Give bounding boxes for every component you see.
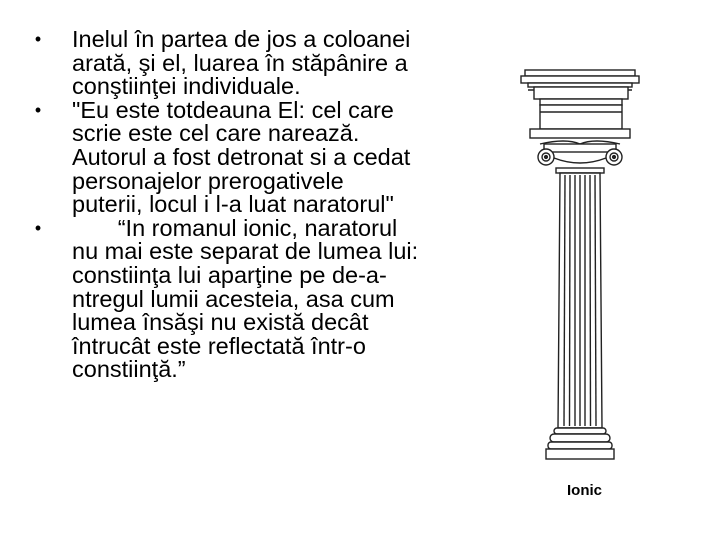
- bullet-marker: •: [34, 217, 42, 238]
- bullet-marker: •: [34, 99, 42, 120]
- bullet-item: [28, 214, 508, 383]
- bullet-item: [28, 96, 508, 218]
- figure-caption: Ionic: [567, 482, 603, 499]
- bullet-item: [28, 28, 508, 99]
- bullet-list: [28, 28, 508, 382]
- bullet-text: Inelul în partea de jos a coloanei arată, şi el, luarea în stăpânire a conştiinţei individuale.: [72, 26, 411, 100]
- bullet-text: “In romanul ionic, naratorul nu mai este separat de lumea lui: constiinţa lui aparţine pe de-a- ntregul lumii acesteia, asa cum lumea însăşi nu există decât întrucât este reflectată într-o constiinţă.”: [72, 214, 419, 383]
- bullet-text: "Eu este totdeauna El: cel care scrie este cel care narează. Autorul a fost detronat si a cedat personajelor prerogativele puterii, locul i l-a luat naratorul": [72, 96, 411, 218]
- ionic-column-icon: [510, 68, 640, 468]
- bullet-marker: •: [34, 29, 42, 49]
